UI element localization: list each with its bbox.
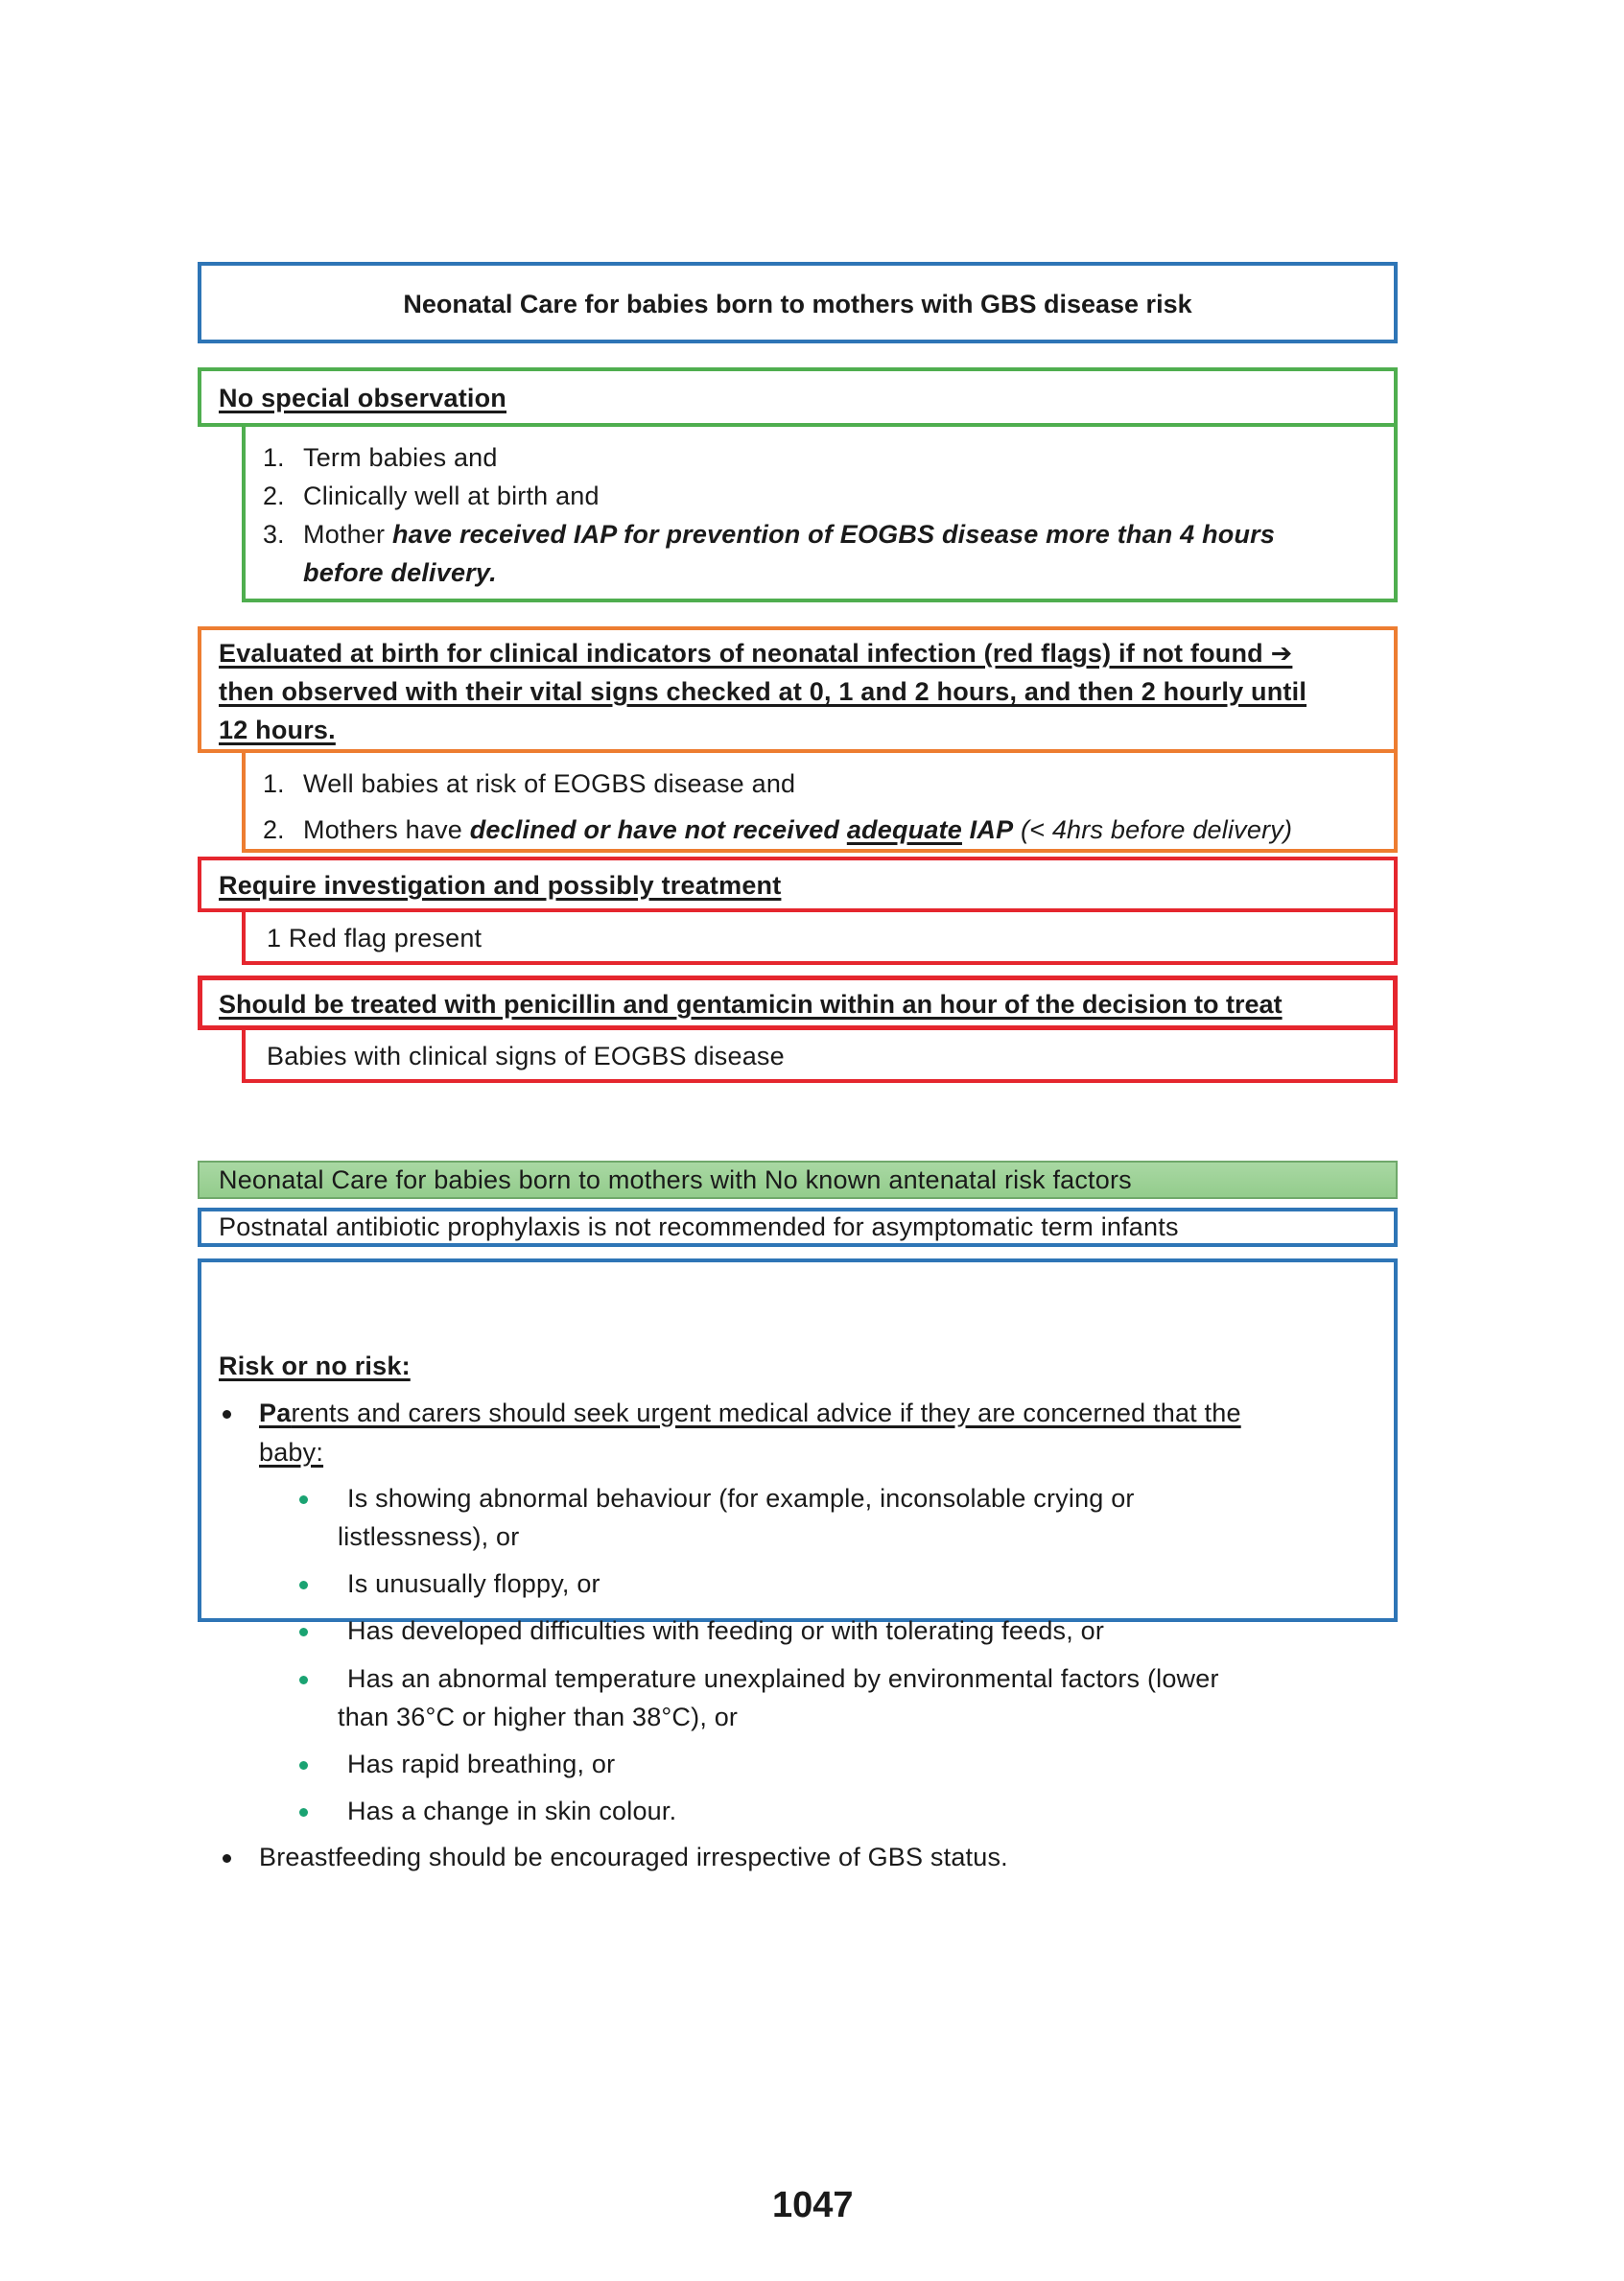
list-item-continuation: before delivery. [303,558,497,587]
list-number: 1. [263,443,285,472]
green-bullet-icon [299,1628,308,1636]
list-item [303,811,1292,849]
page-number: 1047 [772,2185,854,2225]
require-body-box [242,907,1398,965]
breastfeeding-note: Breastfeeding should be encouraged irrespective of GBS status. [259,1843,1008,1871]
no-special-heading: No special observation [219,384,506,412]
sign-item: Has rapid breathing, or [347,1750,616,1778]
sign-item: Has developed difficulties with feeding or with tolerating feeds, or [347,1616,1105,1645]
require-heading-box [198,857,1398,912]
bullet-icon [223,1410,231,1419]
list-number: 3. [263,520,285,549]
list-item-suffix: (< 4hrs before delivery) [1013,815,1293,844]
bullet-icon [223,1854,231,1863]
section1-title: Neonatal Care for babies born to mothers with GBS disease risk [403,290,1192,318]
list-item: Clinically well at birth and [303,482,600,510]
list-number: 2. [263,815,285,844]
sign-item: Is showing abnormal behaviour (for example, inconsolable crying or [347,1484,1135,1513]
list-item [303,515,1275,553]
section1-title-box [198,262,1398,343]
treated-heading: Should be treated with penicillin and gentamicin within an hour of the decision to treat [219,990,1283,1019]
require-body: 1 Red flag present [267,924,482,952]
list-item-emphasis: declined or have not received [469,815,847,844]
green-bullet-icon [299,1495,308,1504]
parents-bold: Pa [259,1399,292,1427]
sign-item: Has a change in skin colour. [347,1797,677,1825]
evaluated-heading-line2: then observed with their vital signs checked at 0, 1 and 2 hours, and then 2 hourly until [219,677,1307,706]
risk-heading-abs: Risk or no risk: [219,1352,411,1380]
prophylaxis-note-box [198,1208,1398,1247]
parents-text: rents and carers should seek urgent medical advice if they are concerned that the [291,1399,1241,1427]
list-number: 2. [263,482,285,510]
list-item-emphasis-2: IAP [961,815,1014,844]
evaluated-heading-line3: 12 hours. [219,716,336,744]
parents-advice-line2: baby: [259,1438,324,1467]
sign-item-continuation: listlessness), or [338,1522,520,1551]
treated-heading-box [198,976,1398,1030]
sign-item: Has an abnormal temperature unexplained by environmental factors (lower [347,1664,1219,1693]
list-item-prefix: Mother [303,520,392,549]
section2-title-box [198,1161,1398,1199]
treated-body-box [242,1025,1398,1083]
parents-advice-line1 [259,1394,1241,1432]
require-heading: Require investigation and possibly treatment [219,871,782,900]
green-bullet-icon [299,1808,308,1817]
list-item-underlined: adequate [846,815,962,844]
evaluated-heading-line1: Evaluated at birth for clinical indicators of neonatal infection (red flags) if not found ➔ [219,639,1293,668]
sign-item: Is unusually floppy, or [347,1569,600,1598]
section2-title: Neonatal Care for babies born to mothers with No known antenatal risk factors [219,1165,1132,1194]
evaluated-heading-box [198,626,1398,753]
sign-item-continuation: than 36°C or higher than 38°C), or [338,1703,739,1731]
list-item-prefix: Mothers have [303,815,470,844]
no-special-heading-box [198,367,1398,427]
list-item: Well babies at risk of EOGBS disease and [303,769,796,798]
prophylaxis-note: Postnatal antibiotic prophylaxis is not recommended for asymptomatic term infants [219,1212,1179,1241]
list-number: 1. [263,769,285,798]
treated-body: Babies with clinical signs of EOGBS disease [267,1042,785,1070]
list-item: Term babies and [303,443,498,472]
green-bullet-icon [299,1676,308,1684]
list-item-emphasis: have received IAP for prevention of EOGBS disease more than 4 hours [391,520,1276,549]
green-bullet-icon [299,1581,308,1589]
green-bullet-icon [299,1761,308,1770]
